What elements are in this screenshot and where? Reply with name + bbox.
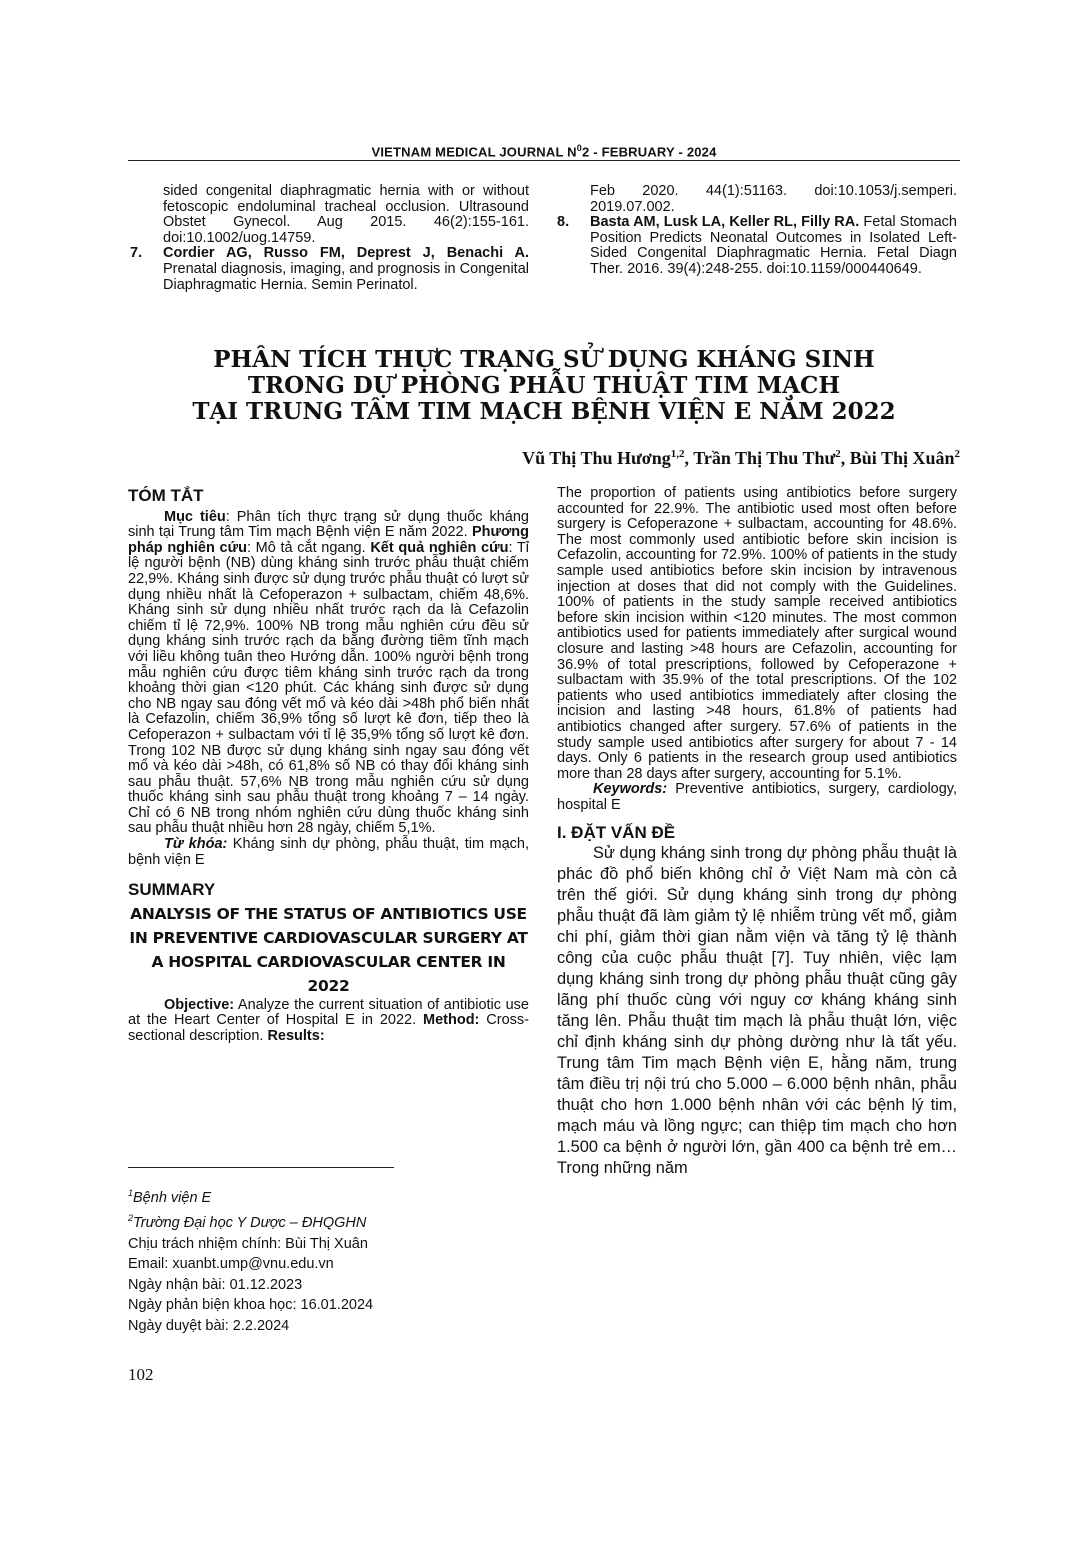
footnote-rule — [128, 1167, 394, 1168]
reference-7: 7. Cordier AG, Russo FM, Deprest J, Benachi A. Prenatal diagnosis, imaging, and prognosis in Congenital Diaphragmatic Hernia. Semin Perinatol. — [130, 245, 529, 293]
page-number: 102 — [128, 1365, 154, 1384]
summary-title: ANALYSIS OF THE STATUS OF ANTIBIOTICS USE IN PREVENTIVE CARDIOVASCULAR SURGERY AT A HOSPITAL CARDIOVASCULAR CENTER IN 2022 — [129, 904, 528, 995]
abstract-keywords: Từ khóa: Kháng sinh dự phòng, phẫu thuật, tim mạch, bệnh viện E — [128, 836, 529, 868]
summary-results: The proportion of patients using antibiotics before surgery accounted for 22.9%. The antibiotic used most often before surgery is Cefoperazone + sulbactam, accounting for 48.6%. The most commonly used antibiotic before skin incision is Cefazolin, accounting for 72.9%. 100% of patients in the study sample used antibiotics before skin incision by intravenous injection at doses that did not comply with the Guidelines. 100% of patients in the study sample received antibiotics before skin incision within <120 minutes. The most common antibiotics used for patients immediately after surgical wound closure and lasting >48 hours are Cefazolin, accounting for 36.9% of total prescriptions, followed by Cefoperazone + sulbactam with 35.9% of the total prescriptions. Of the 102 patients who used antibiotics immediately after closing the incision and lasting >48 hours, 61.8% of patients had antibiotics changed after surgery. 57.6% of patients in the study sample used antibiotics after surgery for about 7 - 14 days. Only 6 patients in the research group used antibiotics more than 28 days after surgery, accounting for 5.1%. — [557, 485, 957, 782]
summary-keywords: Keywords: Preventive antibiotics, surgery, cardiology, hospital E — [557, 781, 957, 813]
header-rule — [128, 160, 960, 161]
reference-6-continued: sided congenital diaphragmatic hernia with or without fetoscopic endoluminal tracheal occlusion. Ultrasound Obstet Gynecol. Aug 2015. 46(2):155-161. doi:10.1002/uog.14759. — [163, 183, 529, 246]
summary-heading: SUMMARY — [128, 880, 216, 900]
references-right — [557, 183, 957, 278]
intro-body: Sử dụng kháng sinh trong dự phòng phẫu thuật là phác đồ phổ biến không chỉ ở Việt Nam mà còn cả trên thế giới. Sử dụng kháng sinh trong dự phòng phẫu thuật đã làm giảm tỷ lệ nhiễm trùng vết mổ, giảm chi phí, giảm thời gian nằm viện và tăng tỷ lệ thành công của cuộc phẫu thuật [7]. Tuy nhiên, việc lạm dụng kháng sinh trong dự phòng phẫu thuật cũng gây lãng phí thuốc cùng với nguy cơ kháng kháng sinh tăng lên. Phẫu thuật tim mạch là phẫu thuật lớn, việc chỉ định kháng sinh dự phòng dường như là tất yếu. Trung tâm Tim mạch Bệnh viện E, hằng năm, trung tâm điều trị nội trú cho 5.000 – 6.000 bệnh nhân, phẫu thuật cho hơn 1.000 bệnh nhân với các bệnh lý tim, mạch máu và lồng ngực; can thiệp tim mạch cho hơn 1.500 ca bệnh ở người lớn, gần 400 ca bệnh trẻ em…Trong những năm — [557, 844, 957, 1178]
article-title: PHÂN TÍCH THỰC TRẠNG SỬ DỤNG KHÁNG SINH TRONG DỰ PHÒNG PHẪU THUẬT TIM MẠCH TẠI TRUNG TÂM TIM MẠCH BỆNH VIỆN E NĂM 2022 — [192, 346, 896, 425]
left-column — [128, 488, 529, 1045]
reference-8: 8. Basta AM, Lusk LA, Keller RL, Filly RA. Fetal Stomach Position Predicts Neonatal Outcomes in Isolated Left-Sided Congenital Diaphragmatic Hernia. Fetal Diagn Ther. 2016. 39(4):248-255. doi:10.1159/000440649. — [557, 214, 957, 277]
references-left — [130, 183, 529, 293]
abstract-heading: TÓM TẮT — [128, 486, 204, 505]
journal-header: VIETNAM MEDICAL JOURNAL $N^02$ - FEBRUARY - 2024 — [371, 143, 717, 160]
summary-body-start: Objective: Analyze the current situation of antibiotic use at the Heart Center of Hospital E in 2022. Method: Cross-sectional description. Results: — [128, 996, 529, 1045]
intro-heading: I. ĐẶT VẤN ĐỀ — [557, 823, 676, 843]
footnotes: $^1$Bệnh viện E $^2$Trường Đại học Y Dược – ĐHQGHN Chịu trách nhiệm chính: Bùi Thị Xuân Email: xuanbt.ump@vnu.edu.vn Ngày nhận bài: 01.12.2023 Ngày phản biện khoa học: 16.01.2024 Ngày duyệt bài: 2.2.2024 — [128, 1188, 374, 1334]
authors: Vũ Thị Thu Hương$^{1,2}$, Trần Thị Thu Thư$^2$, Bùi Thị Xuân$^2$ — [522, 448, 960, 468]
abstract-body: Mục tiêu: Phân tích thực trạng sử dụng thuốc kháng sinh tại Trung tâm Tim mạch Bệnh viện E năm 2022. Phương pháp nghiên cứu: Mô tả cắt ngang. Kết quả nghiên cứu: Tỉ lệ người bệnh (NB) dùng kháng sinh trước phẫu thuật chiếm 22,9%. Kháng sinh được sử dụng trước phẫu thuật có lượt sử dụng nhiều nhất là Cefoperazon + sulbactam, chiếm 48,6%. Kháng sinh sử dụng nhiều nhất trước rạch da là Cefazolin chiếm tỉ lệ 72,9%. 100% NB trong mẫu nghiên cứu đều sử dụng kháng sinh trước rạch da bằng đường tiêm tĩnh mạch với liều không tuân theo Hướng dẫn. 100% người bệnh trong mẫu nghiên cứu được tiêm kháng sinh trước rạch da trong khoảng thời gian <120 phút. Các kháng sinh được sử dụng cho NB ngay sau đóng vết mổ và kéo dài >48h phổ biến nhất là Cefazolin, chiếm 36,9% tổng số lượt kê đơn, tiếp theo là Cefoperazon + sulbactam với tỉ lệ 35,9% tổng số lượt kê đơn. Trong 102 NB được sử dụng kháng sinh ngay sau đóng vết mổ và kéo dài >48h, có 61,8% số NB có thay đổi kháng sinh sau phẫu thuật. 57,6% NB trong mẫu nghiên cứu sử dụng thuốc kháng sinh sau phẫu thuật trong khoảng 7 – 14 ngày. Chỉ có 6 NB trong nhóm nghiên cứu dùng thuốc kháng sinh sau phẫu thuật nhiều hơn 28 ngày, chiếm 5,1%. — [128, 508, 529, 837]
right-column — [557, 486, 957, 1179]
reference-7-continued: Feb 2020. 44(1):51163. doi:10.1053/j.semperi. 2019.07.002. — [590, 183, 957, 215]
